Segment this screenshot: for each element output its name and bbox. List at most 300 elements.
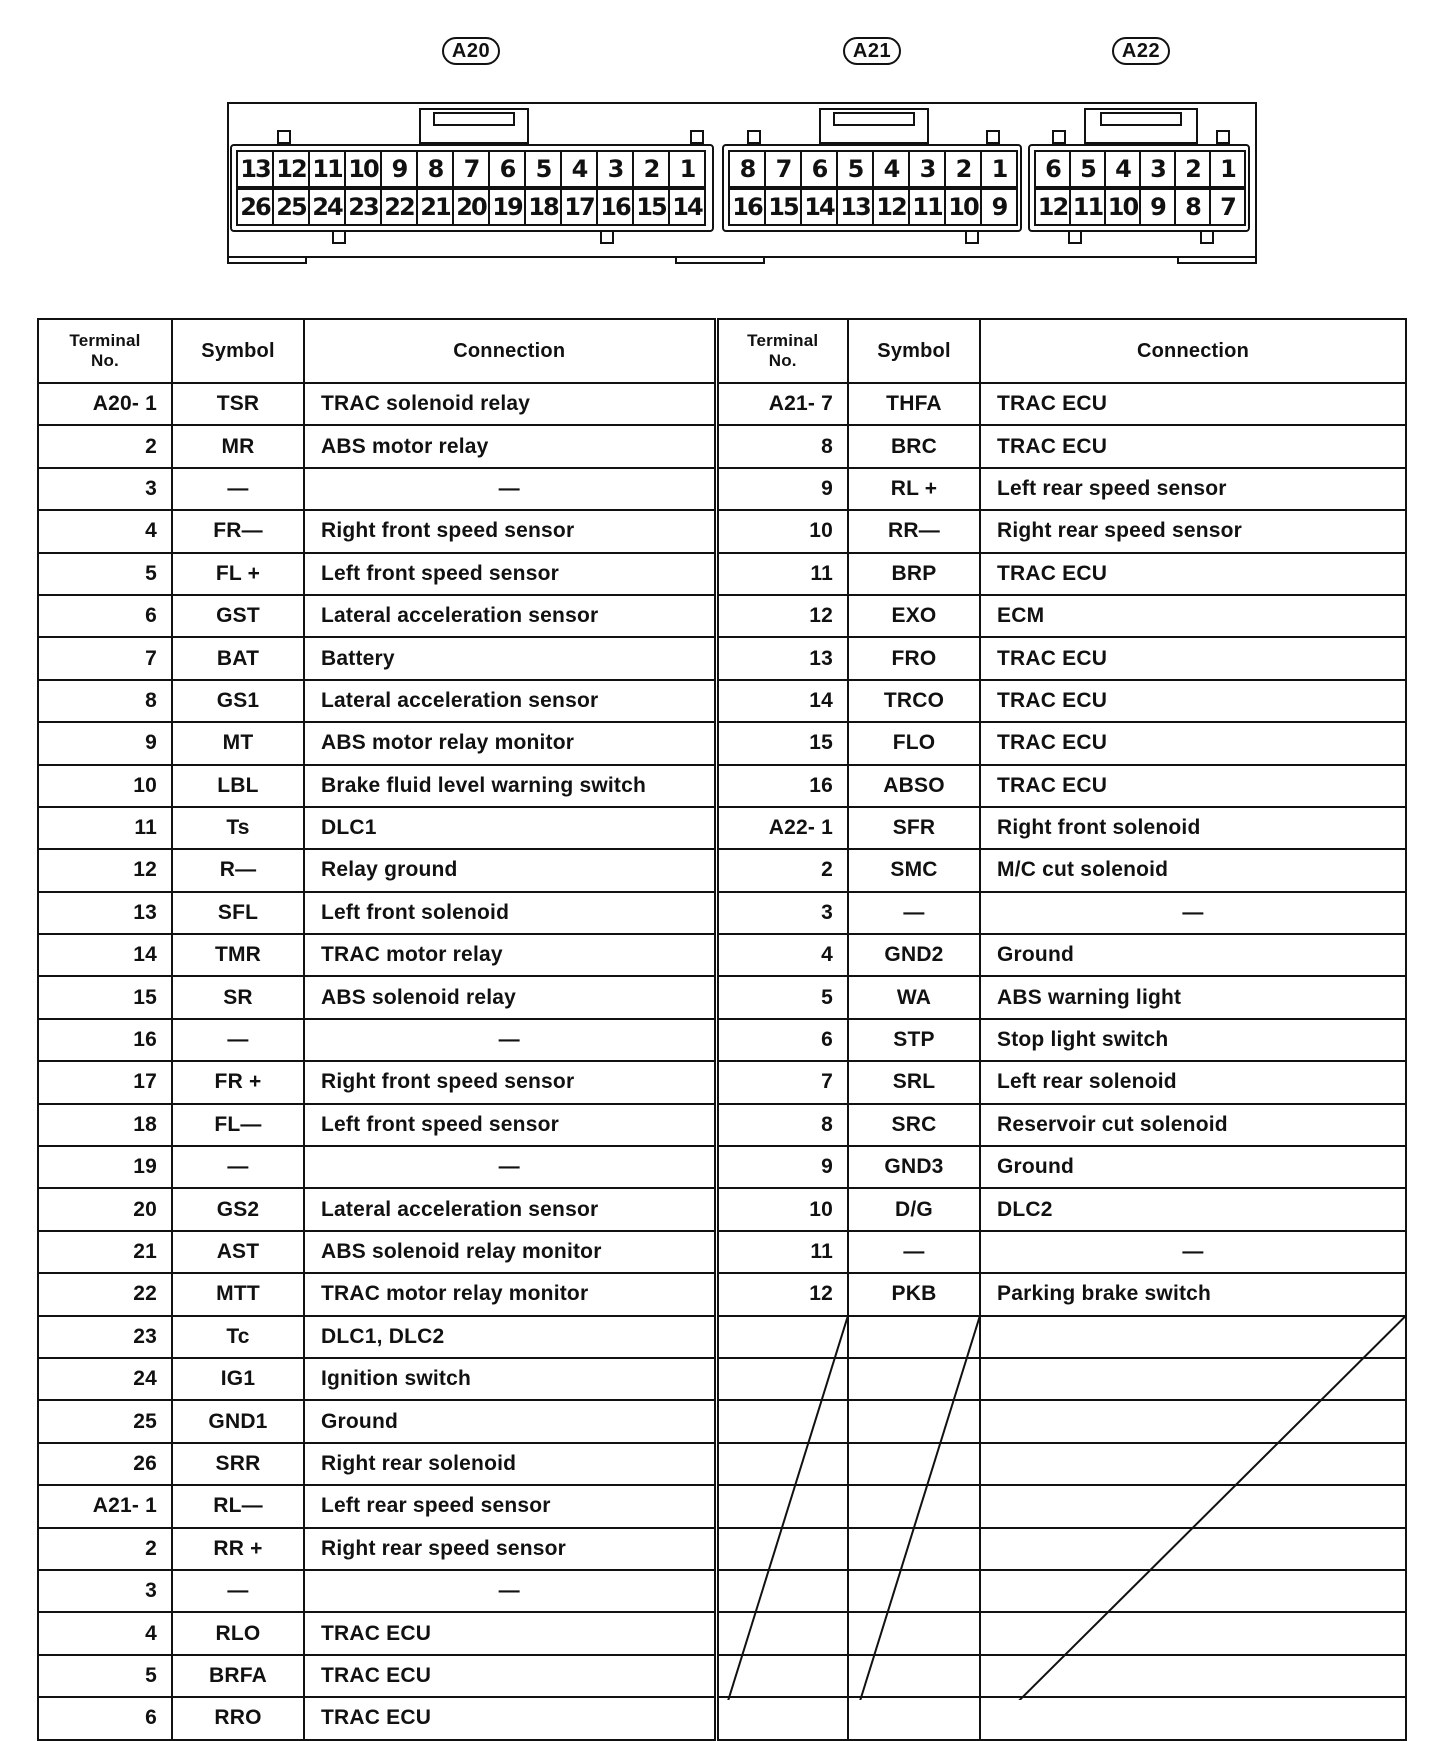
- symbol-cell: GST: [172, 595, 304, 637]
- alignment-tab: [277, 130, 291, 144]
- symbol-cell: —: [172, 1019, 304, 1061]
- symbol-cell: D/G: [848, 1188, 980, 1230]
- terminal-no-cell: 9: [716, 468, 848, 510]
- connector-pin: 5: [836, 150, 874, 188]
- connection-cell: Stop light switch: [980, 1019, 1406, 1061]
- connection-cell: Left rear solenoid: [980, 1061, 1406, 1103]
- connection-cell: TRAC motor relay monitor: [304, 1273, 716, 1315]
- table-row: [38, 1273, 1406, 1315]
- terminal-no-cell: 8: [716, 1104, 848, 1146]
- empty-cell: [980, 1358, 1406, 1400]
- connection-cell: —: [304, 1570, 716, 1612]
- connection-cell: Right rear speed sensor: [980, 510, 1406, 552]
- terminal-no-cell: A22- 1: [716, 807, 848, 849]
- connection-cell: Lateral acceleration sensor: [304, 1188, 716, 1230]
- terminal-no-cell: 7: [716, 1061, 848, 1103]
- symbol-cell: LBL: [172, 765, 304, 807]
- empty-cell: [716, 1528, 848, 1570]
- connection-cell: —: [304, 1019, 716, 1061]
- symbol-cell: GND1: [172, 1400, 304, 1442]
- terminal-no-cell: 12: [716, 1273, 848, 1315]
- terminal-no-cell: 19: [38, 1146, 172, 1188]
- housing-foot: [1177, 256, 1257, 264]
- terminal-no-cell: A21- 7: [716, 383, 848, 425]
- connector-pin: 22: [380, 188, 418, 226]
- alignment-tab: [1200, 230, 1214, 244]
- table-row: [38, 765, 1406, 807]
- a20-top-pin-row: [236, 150, 704, 188]
- table-row: [38, 976, 1406, 1018]
- terminal-no-cell: 4: [38, 510, 172, 552]
- table-row: [38, 1358, 1406, 1400]
- connector-pin: 13: [236, 150, 274, 188]
- connection-cell: Left front speed sensor: [304, 553, 716, 595]
- symbol-cell: SRC: [848, 1104, 980, 1146]
- connection-cell: TRAC ECU: [980, 383, 1406, 425]
- terminal-no-cell: 10: [716, 510, 848, 552]
- connection-cell: DLC2: [980, 1188, 1406, 1230]
- terminal-no-cell: 20: [38, 1188, 172, 1230]
- connection-cell: ECM: [980, 595, 1406, 637]
- header-symbol-left: Symbol: [172, 319, 304, 383]
- connection-cell: ABS solenoid relay: [304, 976, 716, 1018]
- connector-pin: 2: [1174, 150, 1211, 188]
- symbol-cell: PKB: [848, 1273, 980, 1315]
- terminal-no-cell: 3: [716, 892, 848, 934]
- connection-cell: Ignition switch: [304, 1358, 716, 1400]
- a22-bottom-pin-row: [1034, 188, 1244, 226]
- terminal-no-cell: A20- 1: [38, 383, 172, 425]
- symbol-cell: —: [172, 468, 304, 510]
- connection-cell: Right front speed sensor: [304, 1061, 716, 1103]
- table-row: [38, 892, 1406, 934]
- connector-block-a22: [1028, 144, 1250, 232]
- connector-pin: 13: [836, 188, 874, 226]
- terminal-no-cell: 10: [716, 1188, 848, 1230]
- connection-cell: ABS motor relay monitor: [304, 722, 716, 764]
- connection-cell: Battery: [304, 637, 716, 679]
- terminal-no-cell: 4: [716, 934, 848, 976]
- terminal-no-cell: 12: [716, 595, 848, 637]
- terminal-no-cell: 9: [38, 722, 172, 764]
- connector-pin: 7: [1209, 188, 1246, 226]
- connection-cell: —: [304, 1146, 716, 1188]
- table-row: [38, 1485, 1406, 1527]
- connection-cell: Right rear speed sensor: [304, 1528, 716, 1570]
- empty-cell: [716, 1655, 848, 1697]
- connector-pin: 14: [800, 188, 838, 226]
- symbol-cell: EXO: [848, 595, 980, 637]
- connector-label-a22: A22: [1112, 37, 1170, 65]
- table-row: [38, 1528, 1406, 1570]
- header-connection-right: Connection: [980, 319, 1406, 383]
- connector-pin: 15: [632, 188, 670, 226]
- terminal-no-cell: 21: [38, 1231, 172, 1273]
- symbol-cell: TRCO: [848, 680, 980, 722]
- a21-top-pin-row: [728, 150, 1016, 188]
- table-row: [38, 680, 1406, 722]
- terminal-no-cell: 8: [38, 680, 172, 722]
- symbol-cell: Ts: [172, 807, 304, 849]
- empty-cell: [716, 1612, 848, 1654]
- symbol-cell: FLO: [848, 722, 980, 764]
- symbol-cell: BAT: [172, 637, 304, 679]
- empty-cell: [980, 1316, 1406, 1358]
- symbol-cell: Tc: [172, 1316, 304, 1358]
- connection-cell: TRAC ECU: [980, 680, 1406, 722]
- empty-cell: [980, 1400, 1406, 1442]
- connector-pin: 16: [728, 188, 766, 226]
- terminal-no-cell: 15: [38, 976, 172, 1018]
- symbol-cell: R—: [172, 849, 304, 891]
- connector-pin: 9: [380, 150, 418, 188]
- connection-cell: DLC1: [304, 807, 716, 849]
- table-row: [38, 595, 1406, 637]
- empty-cell: [716, 1443, 848, 1485]
- connector-block-a20: [230, 144, 714, 232]
- a22-top-pin-row: [1034, 150, 1244, 188]
- a20-bottom-pin-row: [236, 188, 704, 226]
- terminal-no-cell: 15: [716, 722, 848, 764]
- connection-cell: —: [980, 892, 1406, 934]
- terminal-no-cell: 11: [716, 1231, 848, 1273]
- connection-cell: Right front speed sensor: [304, 510, 716, 552]
- connector-pin: 12: [1034, 188, 1071, 226]
- terminal-no-cell: 5: [716, 976, 848, 1018]
- symbol-cell: BRP: [848, 553, 980, 595]
- terminal-no-cell: 16: [716, 765, 848, 807]
- connector-latch-a21: [819, 108, 929, 144]
- terminal-no-cell: 5: [38, 1655, 172, 1697]
- symbol-cell: BRFA: [172, 1655, 304, 1697]
- terminal-no-cell: 11: [38, 807, 172, 849]
- terminal-no-cell: 8: [716, 425, 848, 467]
- connection-cell: Lateral acceleration sensor: [304, 595, 716, 637]
- table-row: [38, 1697, 1406, 1739]
- connector-pin: 16: [596, 188, 634, 226]
- header-connection-left: Connection: [304, 319, 716, 383]
- empty-cell: [848, 1655, 980, 1697]
- symbol-cell: SFL: [172, 892, 304, 934]
- connector-pin: 10: [344, 150, 382, 188]
- connector-pin: 2: [944, 150, 982, 188]
- alignment-tab: [600, 230, 614, 244]
- connector-label-a20: A20: [442, 37, 500, 65]
- terminal-no-cell: 24: [38, 1358, 172, 1400]
- symbol-cell: FR—: [172, 510, 304, 552]
- connection-cell: Left front speed sensor: [304, 1104, 716, 1146]
- table-row: [38, 722, 1406, 764]
- terminal-no-cell: 13: [716, 637, 848, 679]
- symbol-cell: GS2: [172, 1188, 304, 1230]
- terminal-no-cell: 5: [38, 553, 172, 595]
- symbol-cell: GS1: [172, 680, 304, 722]
- symbol-cell: SFR: [848, 807, 980, 849]
- terminal-no-cell: 3: [38, 468, 172, 510]
- connector-pin: 1: [980, 150, 1018, 188]
- symbol-cell: THFA: [848, 383, 980, 425]
- header-terminal-no-right: Terminal No.: [716, 319, 848, 383]
- empty-cell: [980, 1655, 1406, 1697]
- connection-cell: Lateral acceleration sensor: [304, 680, 716, 722]
- table-row: [38, 1104, 1406, 1146]
- connector-pin: 11: [908, 188, 946, 226]
- terminal-no-cell: 4: [38, 1612, 172, 1654]
- empty-cell: [848, 1485, 980, 1527]
- connector-pin: 3: [1139, 150, 1176, 188]
- symbol-cell: FR +: [172, 1061, 304, 1103]
- empty-cell: [980, 1612, 1406, 1654]
- connector-pin: 10: [944, 188, 982, 226]
- connector-pin: 19: [488, 188, 526, 226]
- empty-cell: [848, 1316, 980, 1358]
- terminal-no-cell: 7: [38, 637, 172, 679]
- empty-cell: [980, 1528, 1406, 1570]
- alignment-tab: [747, 130, 761, 144]
- connector-pin: 20: [452, 188, 490, 226]
- table-row: [38, 1570, 1406, 1612]
- terminal-no-cell: 2: [716, 849, 848, 891]
- symbol-cell: SR: [172, 976, 304, 1018]
- terminal-no-cell: 14: [716, 680, 848, 722]
- alignment-tab: [690, 130, 704, 144]
- symbol-cell: RL +: [848, 468, 980, 510]
- table-row: [38, 807, 1406, 849]
- connector-pin: 4: [872, 150, 910, 188]
- empty-cell: [716, 1400, 848, 1442]
- symbol-cell: RLO: [172, 1612, 304, 1654]
- connection-cell: DLC1, DLC2: [304, 1316, 716, 1358]
- connection-cell: Right front solenoid: [980, 807, 1406, 849]
- symbol-cell: FL—: [172, 1104, 304, 1146]
- symbol-cell: —: [848, 892, 980, 934]
- symbol-cell: BRC: [848, 425, 980, 467]
- symbol-cell: RL—: [172, 1485, 304, 1527]
- connector-pin: 24: [308, 188, 346, 226]
- connector-pin: 15: [764, 188, 802, 226]
- connector-pin: 3: [596, 150, 634, 188]
- connector-pin: 3: [908, 150, 946, 188]
- table-row: [38, 1146, 1406, 1188]
- terminal-no-cell: 16: [38, 1019, 172, 1061]
- connection-cell: Ground: [980, 934, 1406, 976]
- empty-cell: [716, 1697, 848, 1739]
- terminal-no-cell: 10: [38, 765, 172, 807]
- empty-cell: [980, 1485, 1406, 1527]
- connector-pin: 1: [1209, 150, 1246, 188]
- alignment-tab: [986, 130, 1000, 144]
- terminal-no-cell: 25: [38, 1400, 172, 1442]
- connection-cell: Left rear speed sensor: [980, 468, 1406, 510]
- connector-pin: 6: [488, 150, 526, 188]
- connection-cell: Left rear speed sensor: [304, 1485, 716, 1527]
- connector-pin: 23: [344, 188, 382, 226]
- symbol-cell: RR—: [848, 510, 980, 552]
- connection-cell: Ground: [980, 1146, 1406, 1188]
- connector-latch-a22: [1084, 108, 1198, 144]
- connection-cell: ABS solenoid relay monitor: [304, 1231, 716, 1273]
- connector-pin: 17: [560, 188, 598, 226]
- terminal-table-wrapper: [37, 318, 1405, 1730]
- terminal-no-cell: 11: [716, 553, 848, 595]
- empty-cell: [980, 1697, 1406, 1739]
- symbol-cell: RRO: [172, 1697, 304, 1739]
- alignment-tab: [332, 230, 346, 244]
- symbol-cell: SRL: [848, 1061, 980, 1103]
- connector-pin: 4: [1104, 150, 1141, 188]
- terminal-no-cell: 26: [38, 1443, 172, 1485]
- table-row: [38, 637, 1406, 679]
- empty-cell: [848, 1528, 980, 1570]
- connector-pin: 8: [1174, 188, 1211, 226]
- symbol-cell: RR +: [172, 1528, 304, 1570]
- empty-cell: [980, 1570, 1406, 1612]
- header-terminal-no-left: Terminal No.: [38, 319, 172, 383]
- connector-pin: 10: [1104, 188, 1141, 226]
- connector-pin: 12: [272, 150, 310, 188]
- symbol-cell: —: [172, 1146, 304, 1188]
- table-row: [38, 1612, 1406, 1654]
- symbol-cell: AST: [172, 1231, 304, 1273]
- a21-bottom-pin-row: [728, 188, 1016, 226]
- connector-pin: 21: [416, 188, 454, 226]
- connection-cell: TRAC ECU: [980, 722, 1406, 764]
- symbol-cell: MT: [172, 722, 304, 764]
- connection-cell: TRAC ECU: [304, 1697, 716, 1739]
- empty-cell: [848, 1612, 980, 1654]
- terminal-no-cell: 18: [38, 1104, 172, 1146]
- connection-cell: TRAC ECU: [304, 1612, 716, 1654]
- connector-pin: 14: [668, 188, 706, 226]
- empty-cell: [716, 1485, 848, 1527]
- connection-cell: TRAC ECU: [980, 553, 1406, 595]
- alignment-tab: [965, 230, 979, 244]
- symbol-cell: IG1: [172, 1358, 304, 1400]
- connection-cell: Left front solenoid: [304, 892, 716, 934]
- terminal-no-cell: A21- 1: [38, 1485, 172, 1527]
- terminal-no-cell: 17: [38, 1061, 172, 1103]
- connector-pin: 7: [764, 150, 802, 188]
- empty-cell: [848, 1443, 980, 1485]
- connection-cell: Relay ground: [304, 849, 716, 891]
- connector-latch-a20: [419, 108, 529, 144]
- symbol-cell: WA: [848, 976, 980, 1018]
- connector-pin: 8: [728, 150, 766, 188]
- table-row: [38, 1400, 1406, 1442]
- connector-pin: 11: [308, 150, 346, 188]
- connection-cell: TRAC ECU: [980, 425, 1406, 467]
- connection-cell: TRAC solenoid relay: [304, 383, 716, 425]
- symbol-cell: ABSO: [848, 765, 980, 807]
- connector-pin: 18: [524, 188, 562, 226]
- symbol-cell: GND3: [848, 1146, 980, 1188]
- terminal-no-cell: 6: [38, 595, 172, 637]
- alignment-tab: [1216, 130, 1230, 144]
- connection-cell: TRAC ECU: [304, 1655, 716, 1697]
- symbol-cell: GND2: [848, 934, 980, 976]
- terminal-table: [37, 318, 1407, 1741]
- connection-cell: TRAC ECU: [980, 637, 1406, 679]
- table-row: [38, 383, 1406, 425]
- connector-pin: 5: [1069, 150, 1106, 188]
- table-row: [38, 468, 1406, 510]
- terminal-no-cell: 6: [716, 1019, 848, 1061]
- empty-cell: [980, 1443, 1406, 1485]
- table-row: [38, 1061, 1406, 1103]
- table-row: [38, 1188, 1406, 1230]
- symbol-cell: SMC: [848, 849, 980, 891]
- connection-cell: Right rear solenoid: [304, 1443, 716, 1485]
- housing-foot: [227, 256, 307, 264]
- connection-cell: —: [980, 1231, 1406, 1273]
- empty-cell: [716, 1570, 848, 1612]
- symbol-cell: —: [172, 1570, 304, 1612]
- connector-pin: 6: [800, 150, 838, 188]
- symbol-cell: TSR: [172, 383, 304, 425]
- connection-cell: —: [304, 468, 716, 510]
- terminal-no-cell: 6: [38, 1697, 172, 1739]
- table-row: [38, 1655, 1406, 1697]
- symbol-cell: STP: [848, 1019, 980, 1061]
- connection-cell: ABS motor relay: [304, 425, 716, 467]
- symbol-cell: MR: [172, 425, 304, 467]
- terminal-no-cell: 2: [38, 425, 172, 467]
- connection-cell: TRAC ECU: [980, 765, 1406, 807]
- connector-block-a21: [722, 144, 1022, 232]
- table-header-row: [38, 319, 1406, 383]
- symbol-cell: FRO: [848, 637, 980, 679]
- empty-cell: [848, 1400, 980, 1442]
- alignment-tab: [1052, 130, 1066, 144]
- empty-cell: [848, 1570, 980, 1612]
- connector-pin: 12: [872, 188, 910, 226]
- empty-cell: [848, 1358, 980, 1400]
- connector-pin: 11: [1069, 188, 1106, 226]
- terminal-no-cell: 9: [716, 1146, 848, 1188]
- connector-label-a21: A21: [843, 37, 901, 65]
- terminal-no-cell: 23: [38, 1316, 172, 1358]
- connector-pin: 2: [632, 150, 670, 188]
- table-row: [38, 510, 1406, 552]
- table-row: [38, 553, 1406, 595]
- table-row: [38, 1443, 1406, 1485]
- connector-diagram: [0, 0, 1440, 275]
- connector-pin: 9: [1139, 188, 1176, 226]
- terminal-no-cell: 2: [38, 1528, 172, 1570]
- table-row: [38, 934, 1406, 976]
- symbol-cell: —: [848, 1231, 980, 1273]
- connection-cell: Parking brake switch: [980, 1273, 1406, 1315]
- terminal-no-cell: 3: [38, 1570, 172, 1612]
- connection-cell: Brake fluid level warning switch: [304, 765, 716, 807]
- connection-cell: ABS warning light: [980, 976, 1406, 1018]
- terminal-no-cell: 12: [38, 849, 172, 891]
- connector-pin: 4: [560, 150, 598, 188]
- connector-pin: 8: [416, 150, 454, 188]
- table-row: [38, 849, 1406, 891]
- connector-pin: 26: [236, 188, 274, 226]
- symbol-cell: SRR: [172, 1443, 304, 1485]
- table-row: [38, 425, 1406, 467]
- housing-foot: [675, 256, 765, 264]
- alignment-tab: [1068, 230, 1082, 244]
- symbol-cell: TMR: [172, 934, 304, 976]
- empty-cell: [716, 1358, 848, 1400]
- symbol-cell: MTT: [172, 1273, 304, 1315]
- table-row: [38, 1231, 1406, 1273]
- terminal-no-cell: 14: [38, 934, 172, 976]
- connector-pin: 1: [668, 150, 706, 188]
